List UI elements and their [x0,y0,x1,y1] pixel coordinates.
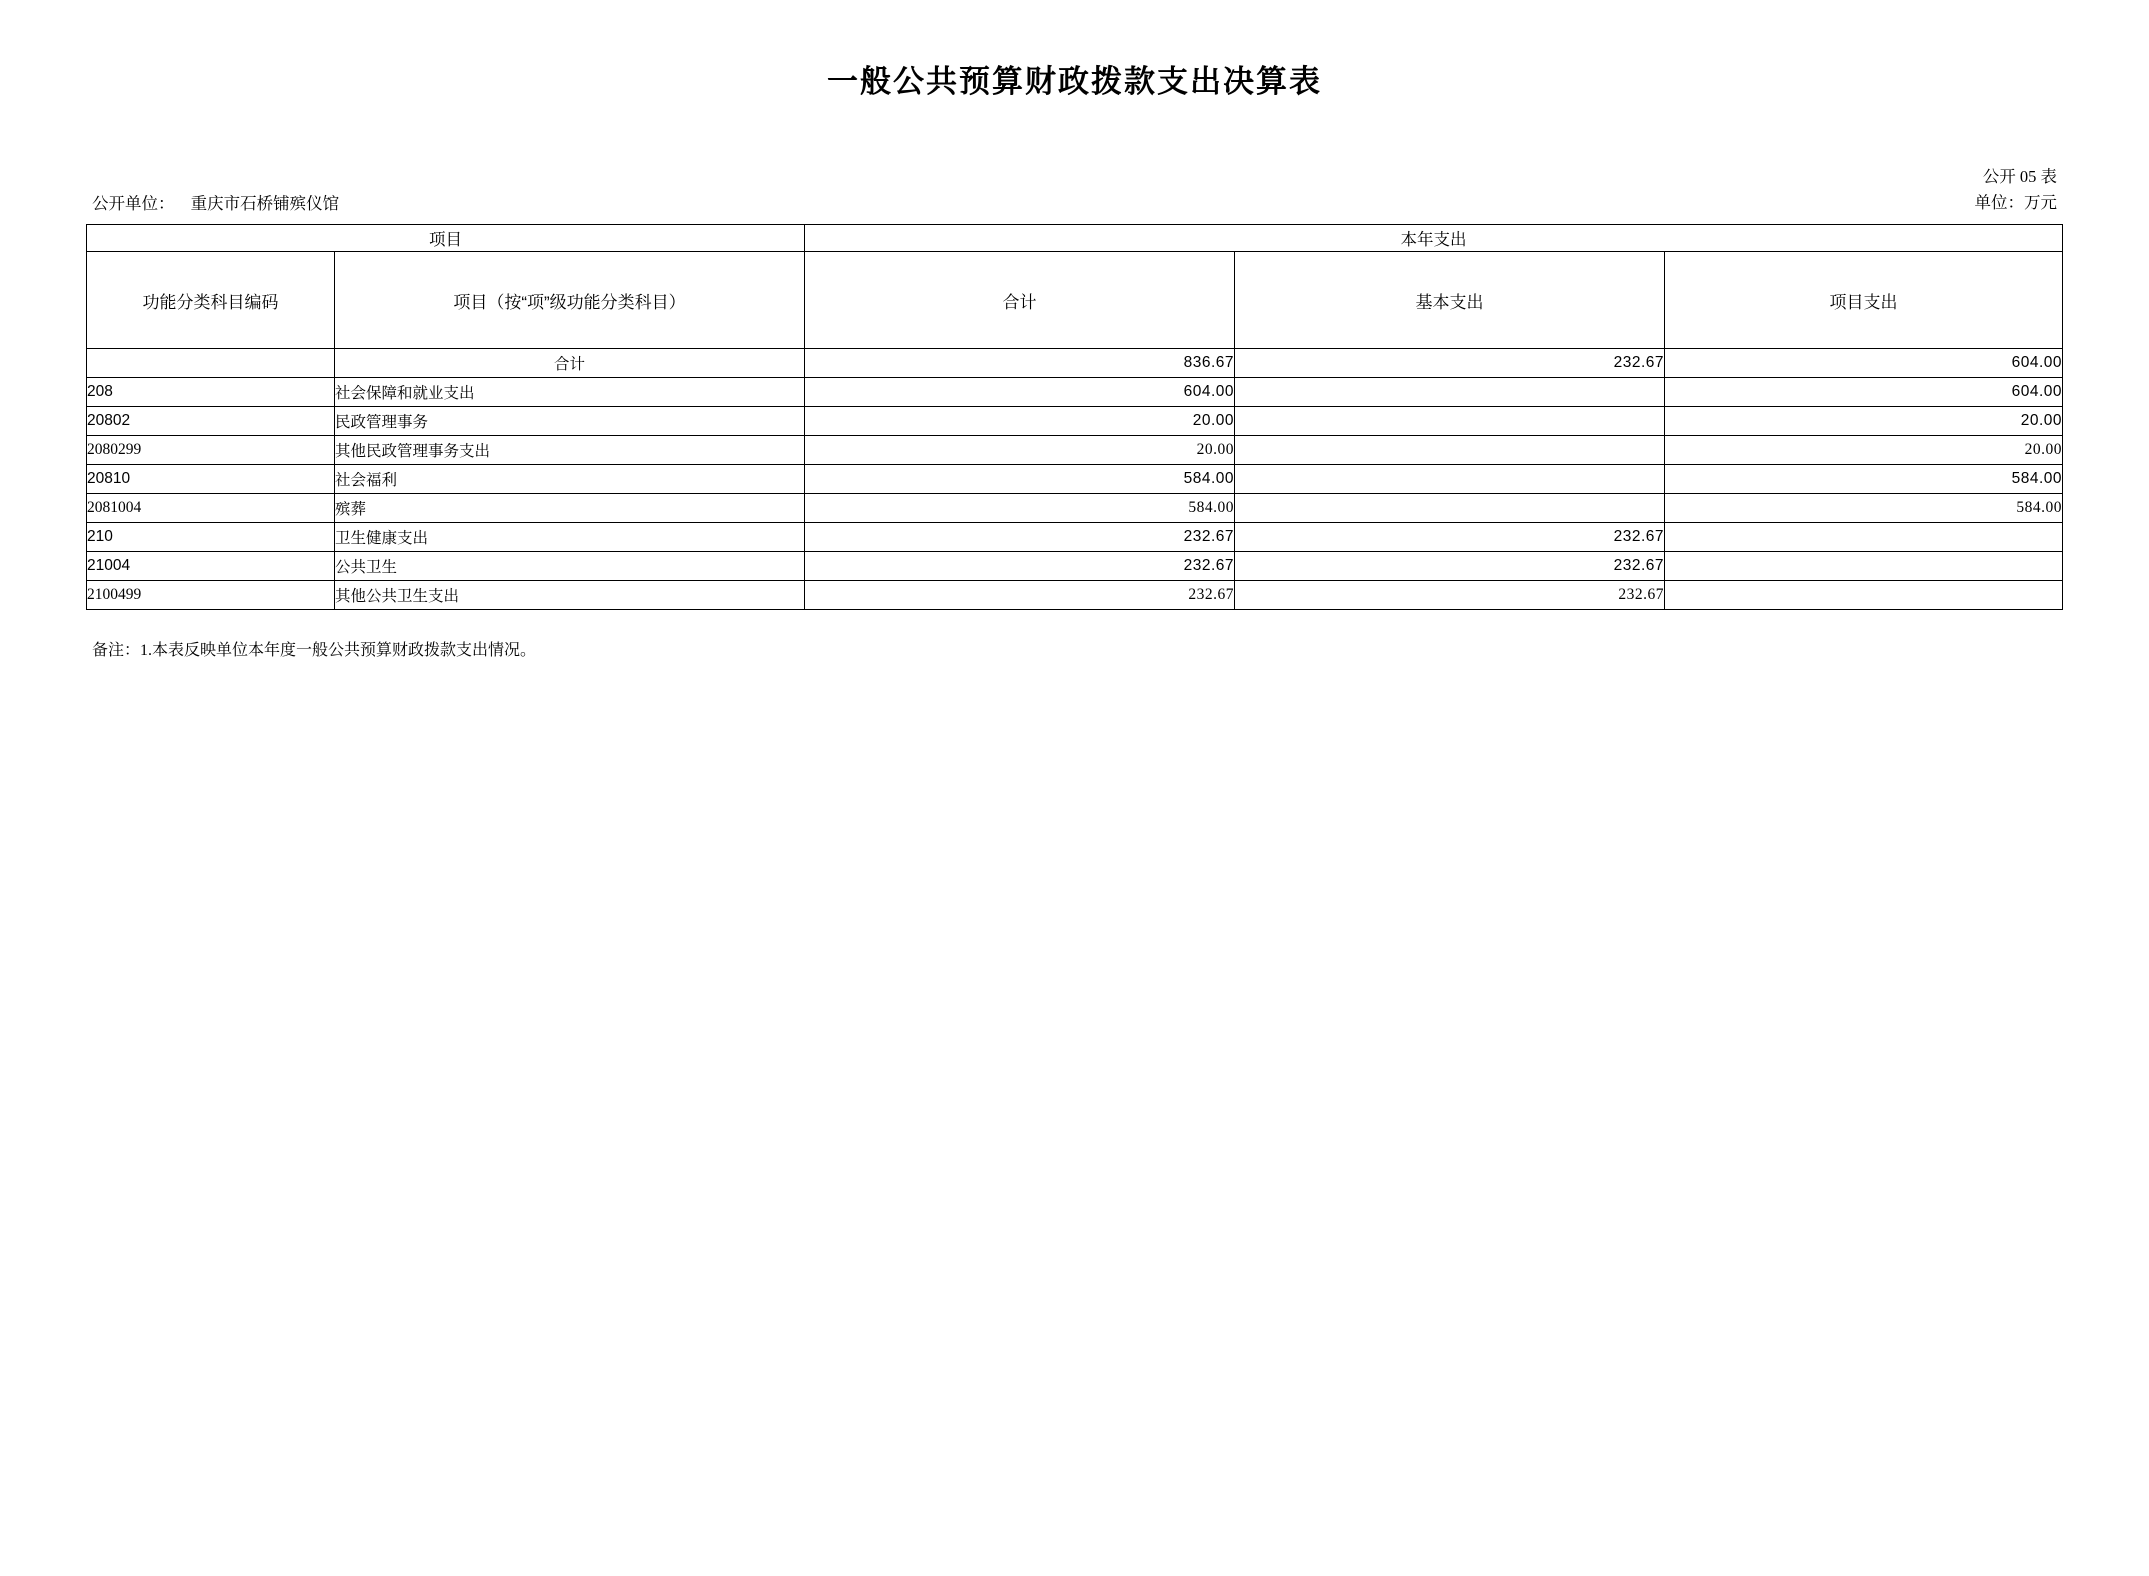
cell-basic [1235,465,1665,494]
publisher-name: 重庆市石桥铺殡仪馆 [190,194,340,213]
table-row [87,378,2063,407]
cell-total: 604.00 [805,378,1235,407]
table-remark: 备注：1.本表反映单位本年度一般公共预算财政拨款支出情况。 [92,642,537,659]
cell-code: 2100499 [87,581,335,610]
table-row [87,581,2063,610]
cell-total: 584.00 [805,465,1235,494]
unit-of-measure: 单位：万元 [1974,192,2057,212]
cell-code: 20810 [87,465,335,494]
cell-name: 社会福利 [335,465,805,494]
table-row [87,523,2063,552]
document-page [0,56,2149,1576]
group-header-current-year: 本年支出 [805,225,2063,252]
cell-basic [1235,378,1665,407]
cell-basic [1235,407,1665,436]
cell-project [1665,581,2063,610]
cell-name: 其他民政管理事务支出 [335,436,805,465]
table-header-row [87,252,2063,349]
cell-basic: 232.67 [1235,552,1665,581]
cell-code: 210 [87,523,335,552]
column-header-total: 合计 [805,252,1235,349]
cell-total: 232.67 [805,552,1235,581]
cell-name: 卫生健康支出 [335,523,805,552]
cell-project: 584.00 [1665,494,2063,523]
cell-total: 232.67 [805,581,1235,610]
column-header-basic: 基本支出 [1235,252,1665,349]
cell-code: 2080299 [87,436,335,465]
table-row [87,407,2063,436]
table-body [87,349,2063,610]
page-title: 一般公共预算财政拨款支出决算表 [827,64,1322,99]
table-row [87,465,2063,494]
column-header-code: 功能分类科目编码 [87,252,335,349]
publisher-line [92,190,339,214]
cell-name: 公共卫生 [335,552,805,581]
cell-basic: 232.67 [1235,523,1665,552]
cell-name: 合计 [335,349,805,378]
cell-project: 604.00 [1665,378,2063,407]
column-header-name: 项目（按“项”级功能分类科目） [335,252,805,349]
cell-project: 584.00 [1665,465,2063,494]
cell-project: 604.00 [1665,349,2063,378]
cell-code: 208 [87,378,335,407]
cell-name: 社会保障和就业支出 [335,378,805,407]
document-meta-right [1975,164,2058,215]
table-row [87,436,2063,465]
cell-name: 民政管理事务 [335,407,805,436]
table-row [87,349,2063,378]
publisher-label: 公开单位： [92,194,175,213]
cell-total: 20.00 [805,436,1235,465]
table-row [87,494,2063,523]
cell-basic [1235,494,1665,523]
cell-project [1665,552,2063,581]
cell-total: 232.67 [805,523,1235,552]
cell-basic: 232.67 [1235,581,1665,610]
cell-code: 21004 [87,552,335,581]
budget-expenditure-table [86,224,2063,610]
column-header-project: 项目支出 [1665,252,2063,349]
group-header-item: 项目 [87,225,805,252]
cell-basic [1235,436,1665,465]
cell-project: 20.00 [1665,407,2063,436]
cell-project [1665,523,2063,552]
cell-project: 20.00 [1665,436,2063,465]
table-row [87,552,2063,581]
form-number: 公开 05 表 [1982,167,2057,186]
table-group-header-row [87,225,2063,252]
cell-basic: 232.67 [1235,349,1665,378]
cell-code [87,349,335,378]
cell-code: 2081004 [87,494,335,523]
cell-name: 殡葬 [335,494,805,523]
cell-code: 20802 [87,407,335,436]
cell-name: 其他公共卫生支出 [335,581,805,610]
cell-total: 584.00 [805,494,1235,523]
cell-total: 20.00 [805,407,1235,436]
cell-total: 836.67 [805,349,1235,378]
